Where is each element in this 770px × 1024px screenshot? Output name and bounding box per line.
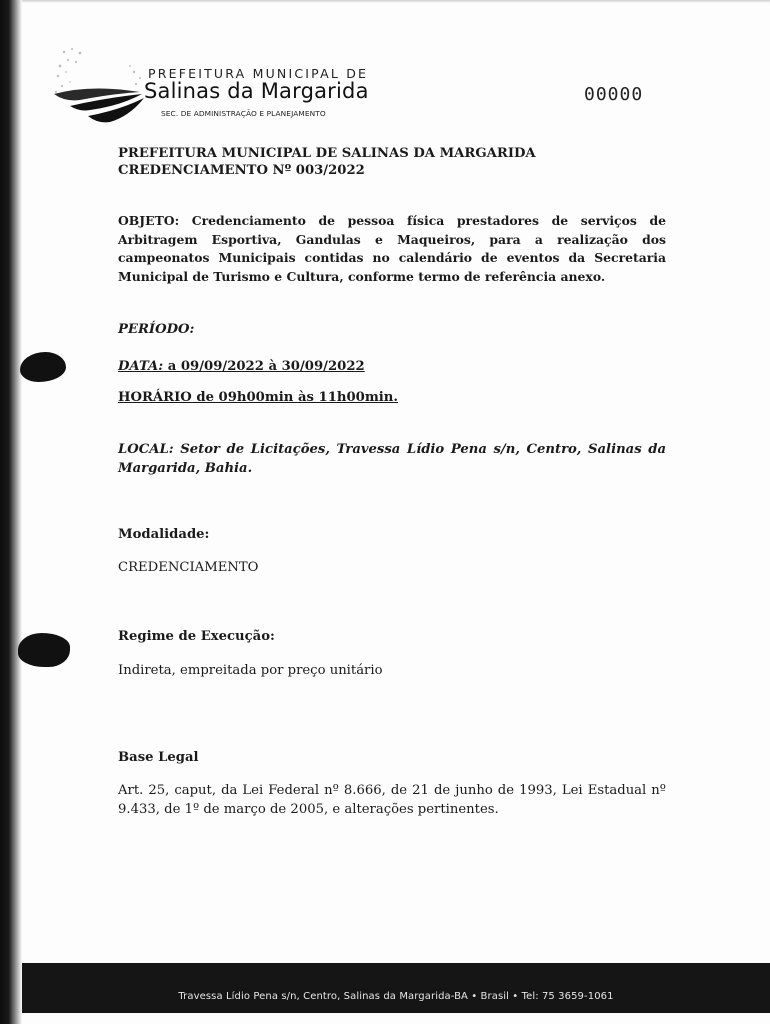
logo-prefeitura-line: PREFEITURA MUNICIPAL DE <box>148 66 369 81</box>
page-top-shadow <box>0 0 770 3</box>
regime-value: Indireta, empreitada por preço unitário <box>118 663 383 678</box>
local-paragraph: LOCAL: Setor de Licitações, Travessa Lídio Pena s/n, Centro, Salinas da Margarida, Bahia. <box>118 442 666 476</box>
document-title <box>118 145 536 179</box>
data-value: a 09/09/2022 à 30/09/2022 <box>163 359 365 374</box>
logo-secretariat-line: SEC. DE ADMINISTRAÇÃO E PLANEJAMENTO <box>161 109 326 118</box>
prefeitura-logo <box>50 44 380 129</box>
punch-hole-mark-top <box>20 352 66 382</box>
modalidade-label: Modalidade: <box>118 527 210 542</box>
modalidade-value: CREDENCIAMENTO <box>118 560 259 575</box>
footer-bar <box>22 963 770 1013</box>
salinas-logo-icon <box>50 44 150 129</box>
periodo-heading: PERÍODO: <box>118 322 195 337</box>
logo-municipality-name: Salinas da Margarida <box>144 79 369 103</box>
data-line <box>118 359 365 374</box>
punch-hole-mark-bottom <box>18 633 70 667</box>
footer-address: Travessa Lídio Pena s/n, Centro, Salinas da Margarida-BA • Brasil • Tel: 75 3659-1061 <box>178 991 614 1002</box>
base-legal-label: Base Legal <box>118 750 199 765</box>
title-line-1: PREFEITURA MUNICIPAL DE SALINAS DA MARGARIDA <box>118 146 536 161</box>
objeto-paragraph: OBJETO: Credenciamento de pessoa física prestadores de serviços de Arbitragem Esportiva, Gandulas e Maqueiros, para a realização dos campeonatos Municipais contidas no calendário de eventos da Secretaria Municipal de Turismo e Cultura, conforme termo de referência anexo. <box>118 213 666 284</box>
title-line-2: CREDENCIAMENTO Nº 003/2022 <box>118 163 365 178</box>
regime-label: Regime de Execução: <box>118 629 275 644</box>
horario-line: HORÁRIO de 09h00min às 11h00min. <box>118 390 398 405</box>
page-number-stamp: 00000 <box>584 84 644 105</box>
data-label: DATA: <box>118 359 164 374</box>
scan-left-edge <box>0 0 22 1024</box>
base-legal-text: Art. 25, caput, da Lei Federal nº 8.666, de 21 de junho de 1993, Lei Estadual nº 9.433, de 1º de março de 2005, e alterações pertinentes. <box>118 783 666 817</box>
